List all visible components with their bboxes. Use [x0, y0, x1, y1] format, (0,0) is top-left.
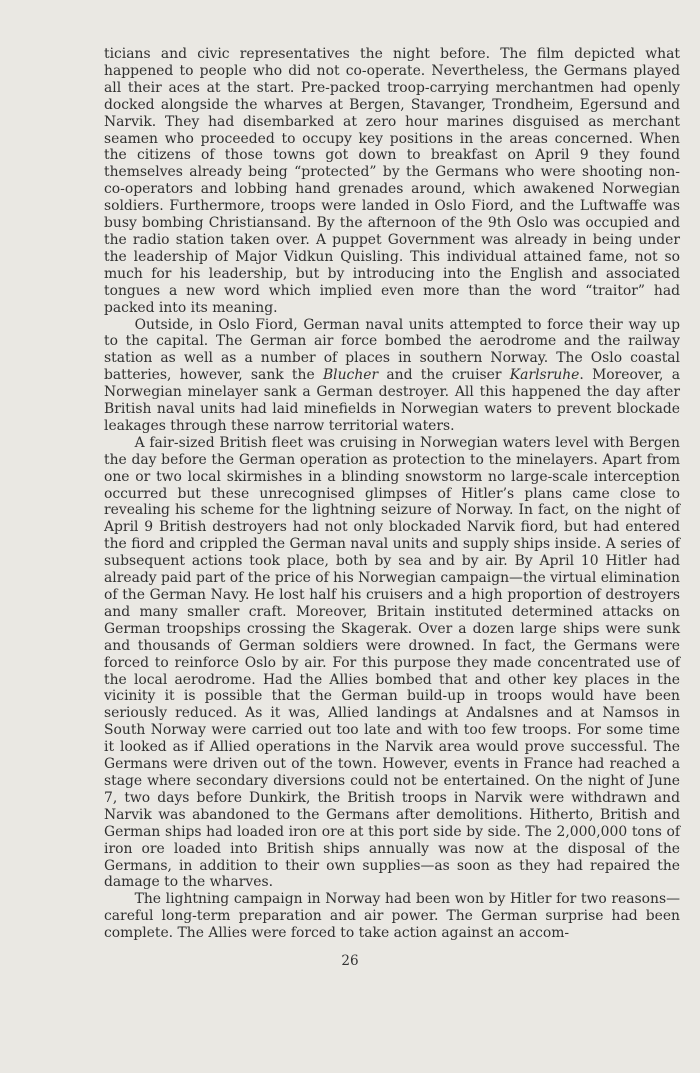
- ship-name-karlsruhe: Karlsruhe: [509, 367, 580, 384]
- paragraph-3: A fair-sized British fleet was cruising in Norwegian waters level with Bergen the day before the German operation as protection to the minelayers. Apart from one or two local skirmishes in a blinding snowstorm no large-scale interception occurred but these unrecognised glimpses of Hitler’s plans came close to revealing his scheme for the lightning seizure of Norway. In fact, on the night of April 9 British destroyers had not only blockaded Narvik fiord, but had entered the fiord and crippled the German naval units and supply ships inside. A series of subsequent actions took place, both by sea and by air. By April 10 Hitler had already paid part of the price of his Norwegian campaign—the virtual elimination of the German Navy. He lost half his cruisers and a high proportion of destroyers and many smaller craft. Moreover, Britain instituted determined attacks on German troopships crossing the Skagerak. Over a dozen large ships were sunk and thousands of German soldiers were drowned. In fact, the Germans were forced to reinforce Oslo by air. For this purpose they made concentrated use of the local aerodrome. Had the Allies bombed that and other key places in the vicinity it is possible that the German build-up in troops would have been seriously reduced. As it was, Allied landings at Andalsnes and at Namsos in South Norway were carried out too late and with too few troops. For some time it looked as if Allied operations in the Narvik area would prove successful. The Germans were driven out of the town. However, events in France had reached a stage where secondary diversions could not be entertained. On the night of June 7, two days before Dunkirk, the British troops in Narvik were withdrawn and Narvik was abandoned to the Germans after demolitions. Hitherto, British and German ships had loaded iron ore at this port side by side. The 2,000,000 tons of iron ore loaded into British ships annually was now at the disposal of the Germans, in addition to their own supplies—as soon as they had repaired the damage to the wharves.: [104, 434, 680, 891]
- paragraph-4: The lightning campaign in Norway had been won by Hitler for two reasons—careful long-term preparation and air power. The German surprise had been complete. The Allies were forced to take action against an accom-: [104, 891, 680, 942]
- paragraph-2-text: Outside, in Oslo Fiord, German naval units attempted to force their way up to the capital. The German air force bombed the aerodrome and the railway station as well as a number of places in southern Norway. The Oslo coastal batteries, however, sank the: [104, 316, 680, 384]
- paragraph-2-text: and the cruiser: [378, 367, 510, 384]
- ship-name-blucher: Blucher: [322, 367, 379, 384]
- paragraph-1: ticians and civic representatives the night before. The film depicted what happened to people who did not co-operate. Nevertheless, the Germans played all their aces at the start. Pre-packed troop-carrying merchantmen had openly docked alongside the wharves at Bergen, Stavanger, Trondheim, Egersund and Narvik. They had disembarked at zero hour marines disguised as merchant seamen who proceeded to occupy key positions in the areas concerned. When the citizens of those towns got down to breakfast on April 9 they found themselves already being “protected” by the Germans who were shooting non-co-operators and lobbing hand grenades around, which awakened Norwegian soldiers. Furthermore, troops were landed in Oslo Fiord, and the Luftwaffe was busy bombing Christiansand. By the afternoon of the 9th Oslo was occupied and the radio station taken over. A puppet Government was already in being under the leadership of Major Vidkun Quisling. This individual attained fame, not so much for his leadership, but by introducing into the English and associated tongues a new word which implied even more than the word “traitor” had packed into its meaning.: [104, 46, 680, 316]
- paragraph-2: [104, 317, 680, 435]
- text-column: [104, 46, 680, 942]
- paragraph-2-text: . Moreover, a Norwegian minelayer sank a German destroyer. All this happened the day after British naval units had laid minefields in Norwegian waters to prevent blockade leakages through these narrow territorial waters.: [104, 367, 681, 434]
- page-number: 26: [341, 953, 359, 969]
